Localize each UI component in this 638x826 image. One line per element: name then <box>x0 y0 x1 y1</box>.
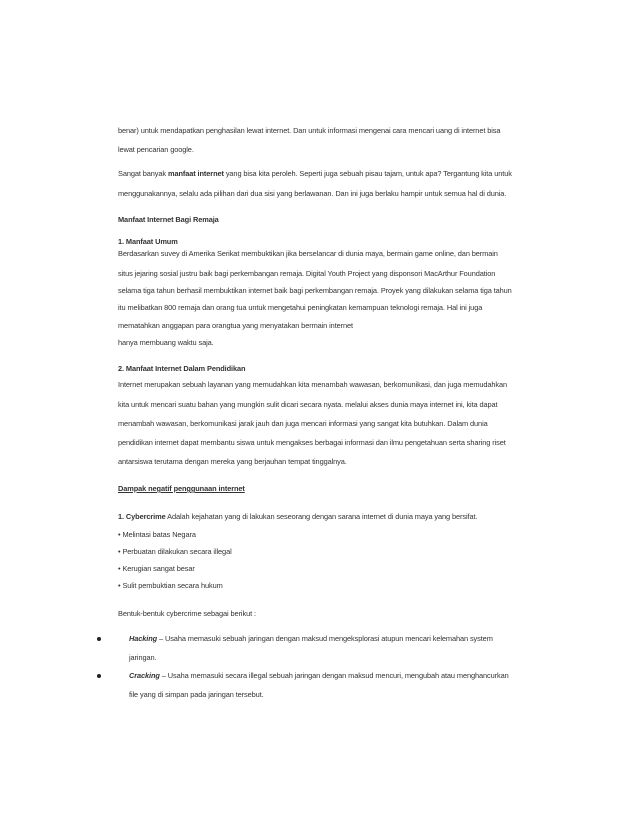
bullet-icon <box>97 637 101 641</box>
section-heading: Dampak negatif penggunaan internet <box>118 484 245 493</box>
paragraph-line: Internet merupakan sebuah layanan yang memudahkan kita menambah wawasan, berkomunikasi, dan juga memudahkan <box>118 380 508 389</box>
section-heading: Manfaat Internet Bagi Remaja <box>118 215 219 224</box>
paragraph-line: kita untuk mencari suatu bahan yang mungkin sulit dicari secara nyata. melalui akses dunia maya internet ini, kita dapat <box>118 400 498 409</box>
bullet-icon <box>97 674 101 678</box>
list-item: • Melintasi batas Negara <box>118 530 196 539</box>
italic-term: Hacking <box>129 634 158 643</box>
subsection-heading: 1. Manfaat Umum <box>118 237 178 246</box>
paragraph-line: menambah wawasan, berkomunikasi jarak jauh dan juga mencari informasi yang sangat kita butuhkan. Dalam dunia <box>118 419 488 428</box>
text-run: – Usaha memasuki sebuah jaringan dengan maksud mengeksplorasi atupun mencari kelemahan system <box>157 634 493 643</box>
paragraph-line <box>118 512 558 522</box>
list-item-continuation: jaringan. <box>129 653 157 662</box>
list-item <box>129 671 569 681</box>
paragraph-line: menggunakannya, selalu ada pilihan dari dua sisi yang berlawanan. Dan ini juga berlaku hampir untuk semua hal di dunia. <box>118 189 507 198</box>
list-item: • Sulit pembuktian secara hukum <box>118 581 223 590</box>
list-item: • Perbuatan dilakukan secara illegal <box>118 547 232 556</box>
paragraph-line: antarsiswa terutama dengan mereka yang berjauhan tempat tinggalnya. <box>118 457 347 466</box>
bold-term: manfaat internet <box>167 169 224 178</box>
paragraph-line: Berdasarkan suvey di Amerika Serikat membuktikan jika berselancar di dunia maya, bermain game online, dan bermain <box>118 249 498 258</box>
text-run: Sangat banyak <box>118 169 168 178</box>
list-item-continuation: file yang di simpan pada jaringan tersebut. <box>129 690 264 699</box>
subsection-heading: 2. Manfaat Internet Dalam Pendidikan <box>118 364 246 373</box>
paragraph-line: mematahkan anggapan para orangtua yang menyatakan bermain internet <box>118 321 353 330</box>
text-run: Adalah kejahatan yang di lakukan seseorang dengan sarana internet di dunia maya yang bersifat. <box>165 512 478 521</box>
bold-term: 1. Cybercrime <box>118 512 166 521</box>
italic-term: Cracking <box>129 671 160 680</box>
paragraph-line: Bentuk-bentuk cybercrime sebagai berikut : <box>118 609 256 618</box>
text-run: – Usaha memasuki secara illegal sebuah jaringan dengan maksud mencuri, mengubah atau menghancurkan <box>159 671 509 680</box>
text-run: yang bisa kita peroleh. Seperti juga sebuah pisau tajam, untuk apa? Tergantung kita untuk <box>223 169 512 178</box>
paragraph-line: itu melibatkan 800 remaja dan orang tua untuk mengetahui peningkatan kemampuan teknologi remaja. Hal ini juga <box>118 303 483 312</box>
paragraph-line: lewat pencarian google. <box>118 145 194 154</box>
paragraph-line: pendidikan internet dapat membantu siswa untuk mengakses berbagai informasi dan ilmu pengetahuan serta sharing riset <box>118 438 506 447</box>
paragraph-line: benar) untuk mendapatkan penghasilan lewat internet. Dan untuk informasi mengenai cara mencari uang di internet bisa <box>118 126 501 135</box>
paragraph-line: selama tiga tahun berhasil membuktikan internet baik bagi perkembangan remaja. Proyek yang dilakukan selama tiga tahun <box>118 286 512 295</box>
paragraph-line: situs jejaring sosial justru baik bagi perkembangan remaja. Digital Youth Project yang disponsori MacArthur Foundation <box>118 269 496 278</box>
list-item <box>129 634 569 644</box>
paragraph-line: hanya membuang waktu saja. <box>118 338 214 347</box>
paragraph-line <box>118 169 558 179</box>
list-item: • Kerugian sangat besar <box>118 564 195 573</box>
